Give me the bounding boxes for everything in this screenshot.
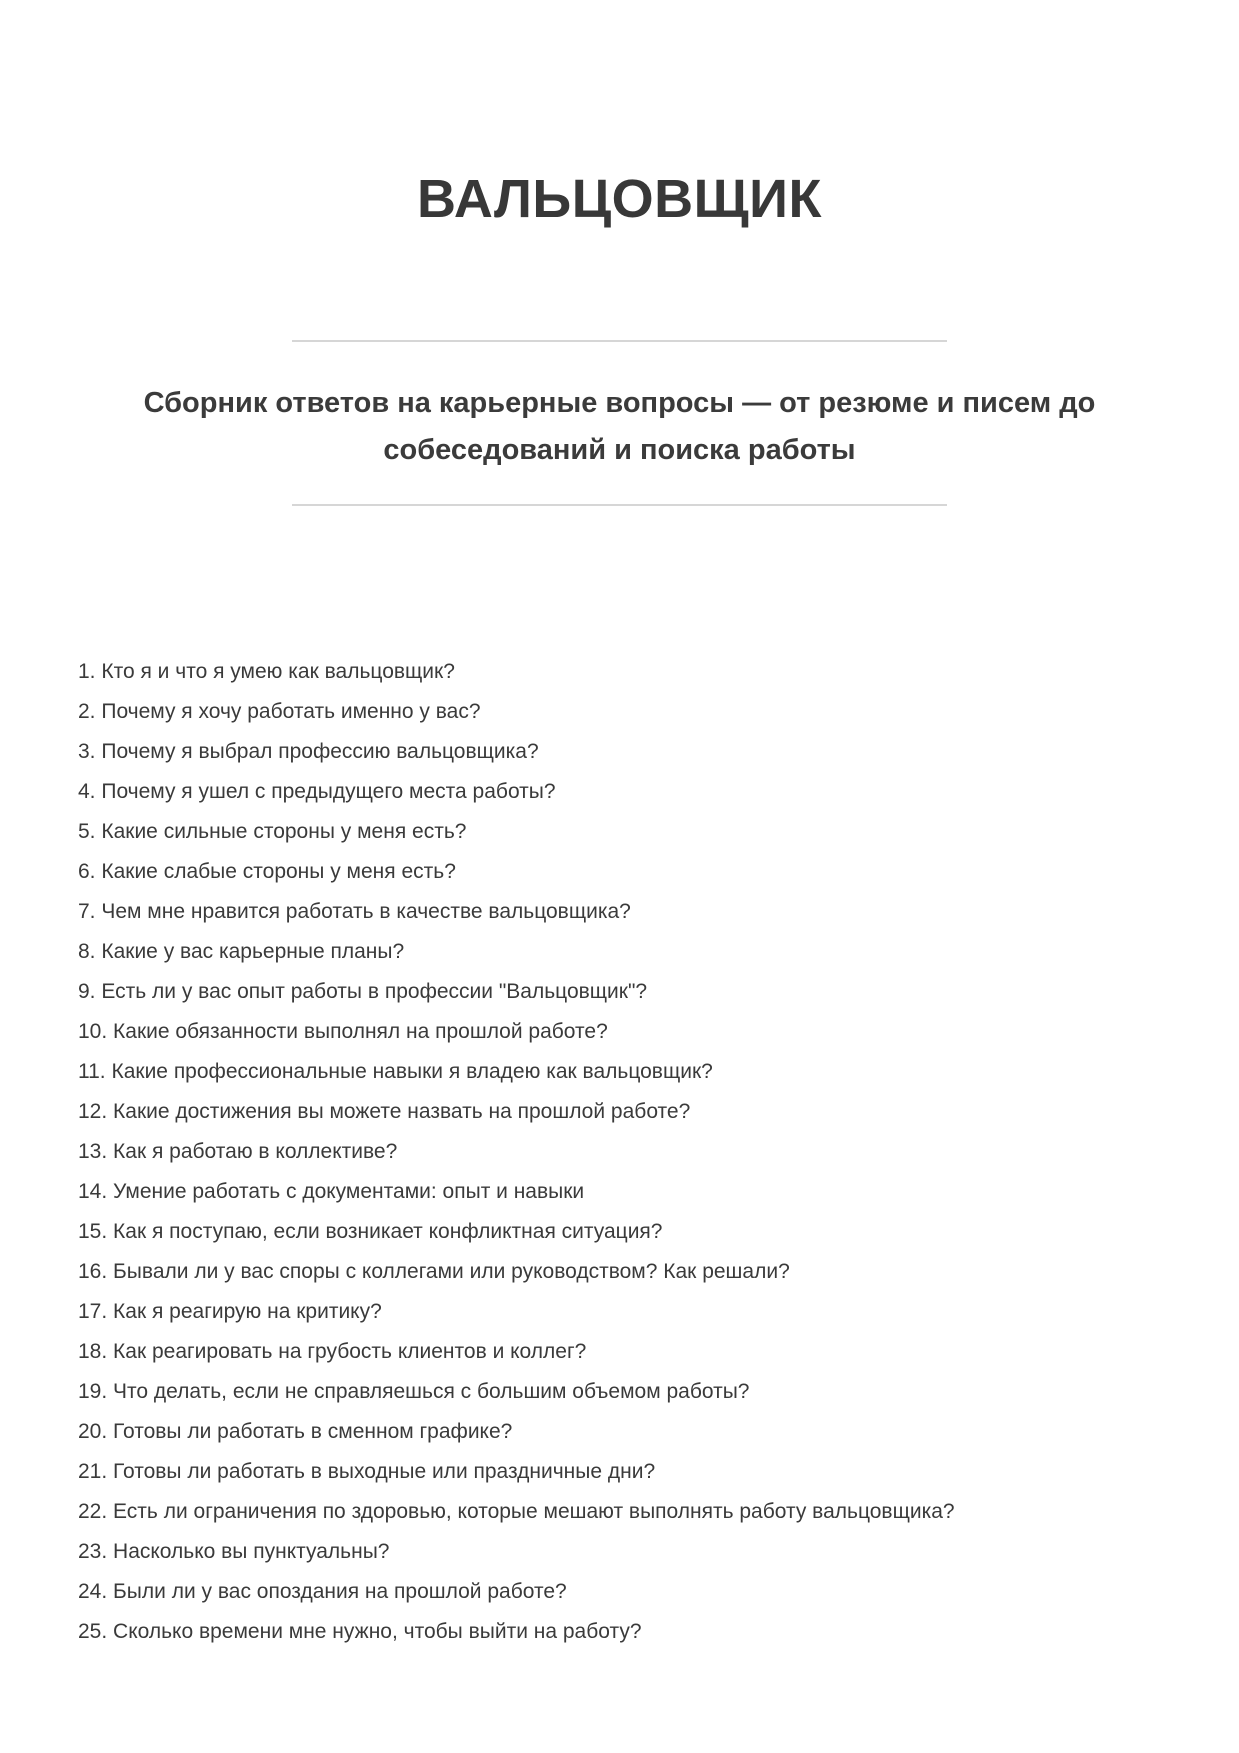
question-item: 7. Чем мне нравится работать в качестве вальцовщика? <box>78 900 631 923</box>
question-item: 15. Как я поступаю, если возникает конфликтная ситуация? <box>78 1220 663 1243</box>
question-item: 8. Какие у вас карьерные планы? <box>78 940 405 963</box>
questions-list <box>0 652 1239 1652</box>
question-item: 23. Насколько вы пунктуальны? <box>78 1540 390 1563</box>
question-item: 3. Почему я выбрал профессию вальцовщика? <box>78 740 539 763</box>
question-item: 13. Как я работаю в коллективе? <box>78 1140 398 1163</box>
question-item: 1. Кто я и что я умею как вальцовщик? <box>78 660 455 683</box>
question-item: 20. Готовы ли работать в сменном графике? <box>78 1420 513 1443</box>
question-item: 16. Бывали ли у вас споры с коллегами или руководством? Как решали? <box>78 1260 790 1283</box>
question-item: 24. Были ли у вас опоздания на прошлой работе? <box>78 1580 567 1603</box>
question-item: 9. Есть ли у вас опыт работы в профессии "Вальцовщик"? <box>78 980 648 1003</box>
question-item: 14. Умение работать с документами: опыт и навыки <box>78 1180 585 1203</box>
question-item: 12. Какие достижения вы можете назвать на прошлой работе? <box>78 1100 691 1123</box>
divider-top <box>292 340 947 342</box>
question-item: 21. Готовы ли работать в выходные или праздничные дни? <box>78 1460 656 1483</box>
page-subtitle-line1: Сборник ответов на карьерные вопросы — от резюме и писем до <box>143 387 1096 419</box>
question-item: 25. Сколько времени мне нужно, чтобы выйти на работу? <box>78 1620 642 1643</box>
question-item: 18. Как реагировать на грубость клиентов и коллег? <box>78 1340 587 1363</box>
question-item: 19. Что делать, если не справляешься с большим объемом работы? <box>78 1380 750 1403</box>
question-item: 17. Как я реагирую на критику? <box>78 1300 382 1323</box>
divider-bottom <box>292 504 947 506</box>
page-title: ВАЛЬЦОВЩИК <box>417 169 822 229</box>
question-item: 2. Почему я хочу работать именно у вас? <box>78 700 481 723</box>
page-subtitle <box>90 380 1150 474</box>
question-item: 5. Какие сильные стороны у меня есть? <box>78 820 467 843</box>
question-item: 10. Какие обязанности выполнял на прошлой работе? <box>78 1020 608 1043</box>
question-item: 6. Какие слабые стороны у меня есть? <box>78 860 456 883</box>
page-subtitle-line2: собеседований и поиска работы <box>383 434 856 466</box>
question-item: 4. Почему я ушел с предыдущего места работы? <box>78 780 556 803</box>
question-item: 11. Какие профессиональные навыки я владею как вальцовщик? <box>78 1060 713 1083</box>
question-item: 22. Есть ли ограничения по здоровью, которые мешают выполнять работу вальцовщика? <box>78 1500 955 1523</box>
